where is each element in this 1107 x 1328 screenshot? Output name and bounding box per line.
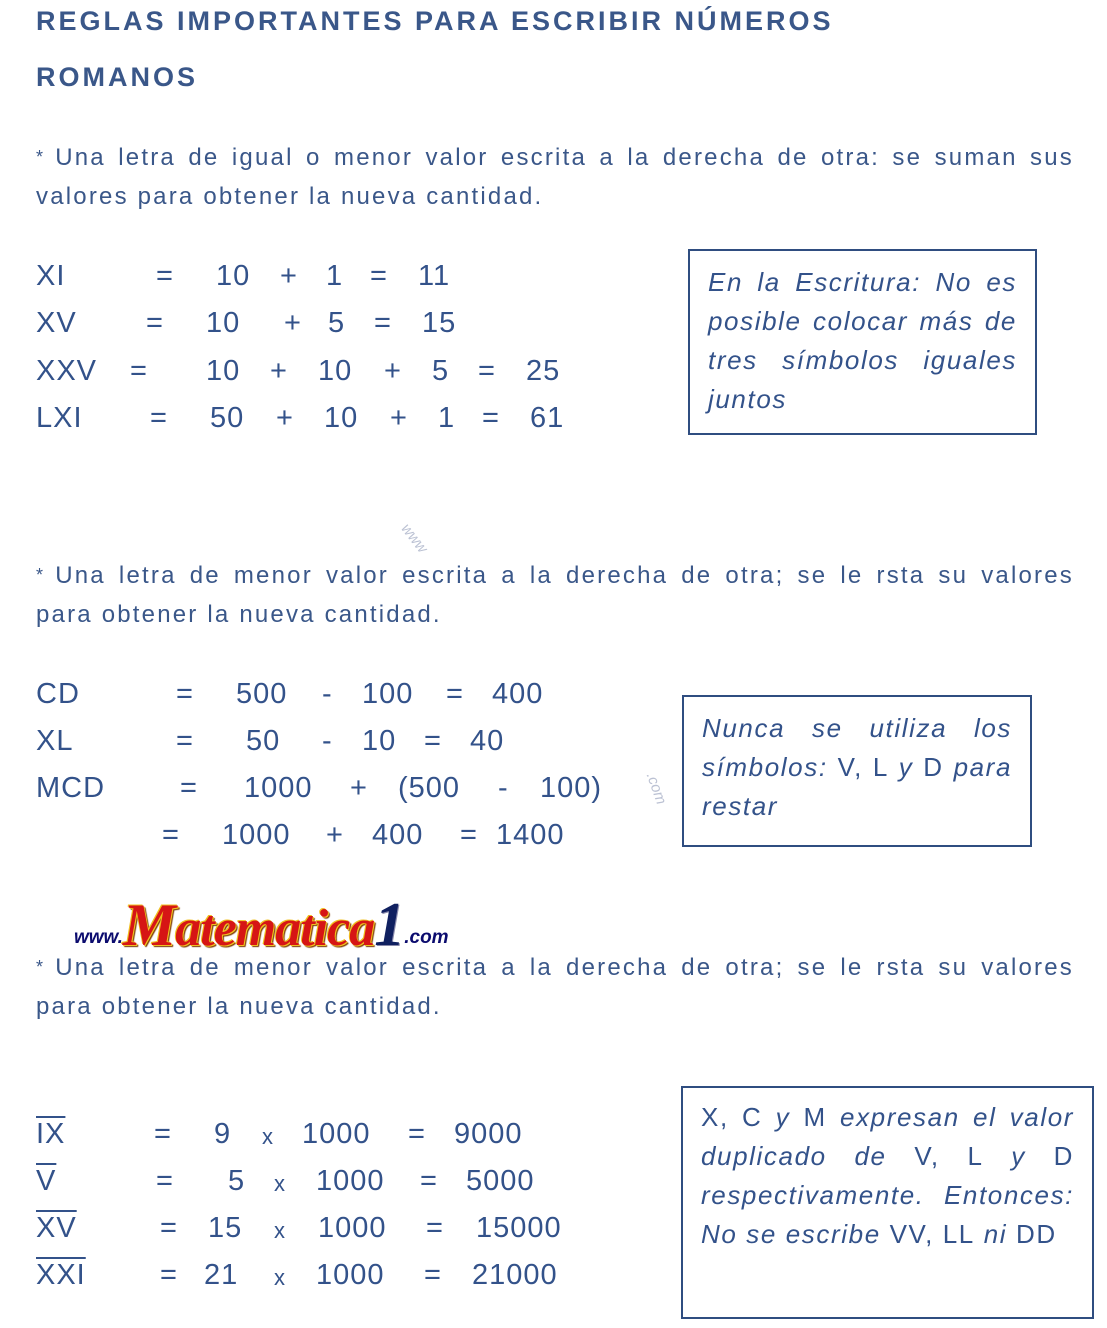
operator: - <box>498 772 509 804</box>
result: 21000 <box>472 1259 558 1291</box>
operator: + <box>270 355 288 387</box>
equals-sign: = <box>408 1118 426 1150</box>
result: 61 <box>530 402 565 434</box>
equals-sign: = <box>426 1212 444 1244</box>
roman-numeral: XXV <box>36 355 98 387</box>
operand: 1 <box>438 402 456 434</box>
equals-sign: = <box>420 1165 438 1197</box>
equals-sign: = <box>146 307 164 339</box>
roman-numeral-overlined: $\overline{XV}$ <box>36 1212 77 1244</box>
operand: 10 <box>318 355 353 387</box>
rule-addition <box>36 138 1074 216</box>
matematica1-logo <box>74 890 449 959</box>
operand: 100) <box>540 772 603 804</box>
roman-numeral: CD <box>36 678 80 710</box>
operand: 10 <box>206 307 241 339</box>
roman-numeral-overlined: $\overline{IX}$ <box>36 1118 66 1150</box>
roman-numeral: XV <box>36 307 77 339</box>
logo-com: .com <box>404 927 449 948</box>
equals-sign: = <box>180 772 198 804</box>
bullet-star: * <box>36 957 46 977</box>
operand: 1000 <box>244 772 313 804</box>
result: 15 <box>422 307 457 339</box>
note-text: Nunca se utiliza los símbolos: V, L y D para restar <box>702 713 1013 821</box>
operand: 15 <box>208 1212 243 1244</box>
equals-sign: = <box>424 725 442 757</box>
note-box-duplicate <box>681 1086 1094 1319</box>
operator: + <box>280 260 298 292</box>
operand: (500 <box>398 772 461 804</box>
operand: 9 <box>214 1118 232 1150</box>
operand: 10 <box>324 402 359 434</box>
operand: 50 <box>246 725 281 757</box>
equals-sign: = <box>482 402 500 434</box>
equals-sign: = <box>160 1212 178 1244</box>
equals-sign: = <box>130 355 148 387</box>
operator: + <box>350 772 368 804</box>
operand: 1000 <box>302 1118 371 1150</box>
equals-sign: = <box>176 678 194 710</box>
operand: 5 <box>432 355 450 387</box>
result: 9000 <box>454 1118 523 1150</box>
equals-sign: = <box>460 819 478 851</box>
equals-sign: = <box>154 1118 172 1150</box>
operand: 1000 <box>316 1259 385 1291</box>
roman-numeral-overlined: $\overline{V}$ <box>36 1165 57 1197</box>
operand: 100 <box>362 678 414 710</box>
rule-text: Una letra de igual o menor valor escrita a la derecha de otra: se suman sus valores para obtener la nueva cantidad. <box>36 144 1074 210</box>
operand: 1000 <box>318 1212 387 1244</box>
result: 11 <box>418 260 451 292</box>
operand: 500 <box>236 678 288 710</box>
watermark-com: .com <box>642 770 670 807</box>
times-sign: x <box>274 1218 286 1243</box>
rule-text: Una letra de menor valor escrita a la derecha de otra; se le rsta su valores para obtener la nueva cantidad. <box>36 954 1074 1020</box>
equals-sign: = <box>374 307 392 339</box>
equals-sign: = <box>424 1259 442 1291</box>
equals-sign: = <box>150 402 168 434</box>
operand: 5 <box>328 307 346 339</box>
bullet-star: * <box>36 147 46 167</box>
operand: 5 <box>228 1165 246 1197</box>
logo-www: www. <box>74 927 123 948</box>
operator: + <box>326 819 344 851</box>
roman-numeral: MCD <box>36 772 106 804</box>
note-box-no-subtract <box>682 695 1032 847</box>
equals-sign: = <box>156 260 174 292</box>
operand: 1000 <box>222 819 291 851</box>
roman-numeral-overlined: $\overline{XXI}$ <box>36 1259 86 1291</box>
result: 400 <box>492 678 544 710</box>
operand: 10 <box>216 260 251 292</box>
page-title: REGLAS IMPORTANTES PARA ESCRIBIR NÚMEROS <box>36 6 834 36</box>
result: 1400 <box>496 819 565 851</box>
operator: - <box>322 678 333 710</box>
result: 40 <box>470 725 505 757</box>
operator: + <box>390 402 408 434</box>
operator: + <box>384 355 402 387</box>
equals-sign: = <box>478 355 496 387</box>
operand: 21 <box>204 1259 239 1291</box>
times-sign: x <box>274 1171 286 1196</box>
note-text: En la Escritura: No es posible colocar más de tres símbolos iguales juntos <box>708 267 1017 414</box>
operand: 1000 <box>316 1165 385 1197</box>
bullet-star: * <box>36 565 46 585</box>
operand: 400 <box>372 819 424 851</box>
times-sign: x <box>262 1124 274 1149</box>
operator: + <box>276 402 294 434</box>
equals-sign: = <box>176 725 194 757</box>
rule-text: Una letra de menor valor escrita a la derecha de otra; se le rsta su valores para obtener la nueva cantidad. <box>36 562 1074 628</box>
operand: 10 <box>206 355 241 387</box>
logo-brand: Matematica1 <box>122 891 405 959</box>
watermark-www: www <box>397 520 431 557</box>
page-title-line2: ROMANOS <box>36 62 198 92</box>
operator: + <box>284 307 302 339</box>
result: 25 <box>526 355 561 387</box>
result: 15000 <box>476 1212 562 1244</box>
equals-sign: = <box>370 260 388 292</box>
equals-sign: = <box>156 1165 174 1197</box>
times-sign: x <box>274 1265 286 1290</box>
operand: 50 <box>210 402 245 434</box>
rule-subtraction <box>36 556 1074 634</box>
note-text: X, C y M expresan el valor duplicado de V, L y D respectivamente. Entonces: No se escribe VV, LL ni DD <box>701 1102 1075 1249</box>
equals-sign: = <box>446 678 464 710</box>
roman-numeral: XL <box>36 725 74 757</box>
roman-numeral: LXI <box>36 402 83 434</box>
note-box-writing <box>688 249 1037 435</box>
roman-numeral: XI <box>36 260 66 292</box>
equals-sign: = <box>160 1259 178 1291</box>
equals-sign: = <box>162 819 180 851</box>
operand: 10 <box>362 725 397 757</box>
operand: 1 <box>326 260 344 292</box>
operator: - <box>322 725 333 757</box>
result: 5000 <box>466 1165 535 1197</box>
rule-multiplication <box>36 948 1074 1026</box>
